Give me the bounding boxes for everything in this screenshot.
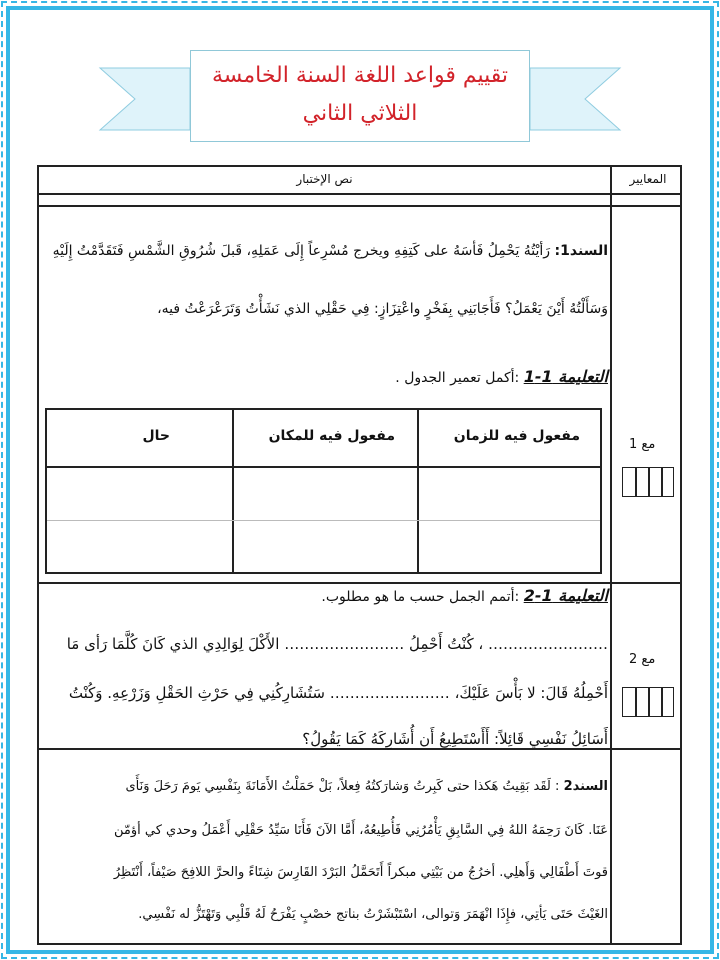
criterion-1-grade-box[interactable] [622, 467, 674, 497]
section-divider [39, 582, 680, 584]
passage2-line2: عَنَا. كَانَ رَحِمَهُ اللهُ فِي السَّابِقِ يَأْمُرُنِي فَأُطِيعُهُ، أَمَّا الآنَ فَأَنَا سَيِّدُ حَقْلِي أَعْمَلُ وحدي كي أؤمّن [114, 823, 608, 838]
instruction2 [38, 585, 608, 608]
col-state: حال [142, 428, 170, 444]
instruction2-text: :أتمم الجمل حسب ما هو مطلوب. [321, 589, 520, 605]
title-ribbon [80, 40, 640, 150]
header-divider-2 [39, 205, 680, 207]
instruction2-label: التعليمة 1-2 [523, 586, 608, 605]
blank-1[interactable]: …………………… [488, 635, 608, 653]
blank-2[interactable]: …………………… [284, 635, 405, 653]
instruction1 [38, 366, 608, 389]
instruction1-label: التعليمة 1-1 [523, 367, 608, 386]
completion-text-2a: أَحْمِلُهُ قَالَ: لا بَأْسَ عَلَيْكَ، [454, 684, 608, 702]
passage1-line1 [38, 240, 608, 262]
completion-text-1a: ، كُنْتُ أَحْمِلُ [408, 635, 484, 653]
completion-line3: أَسَائِلُ نَفْسِي قَائِلاً: أَأَسْتَطِيعُ أَن أُشَارِكَهُ كَمَا يَقُولُ؟ [302, 730, 608, 748]
passage2-line4: الغَيْثَ حَتَى يَأتِي، فإِذَا انْهَمَرَ وَتوالى، اسْتَبْشَرْتُ بناتج خصْبٍ يَفْرَحُ لَهُ قَلْبِي وَتَهْتَزُّ له نَفْسِي. [138, 907, 608, 922]
cell-state-answer[interactable] [49, 468, 230, 572]
page-title: تقييم قواعد اللغة السنة الخامسة [211, 63, 509, 88]
page-subtitle: الثلاثي الثاني [302, 101, 418, 126]
column-divider [610, 167, 612, 943]
criterion-1-label: مع 1 [629, 437, 656, 452]
criterion-2-grade-box[interactable] [622, 687, 674, 717]
col-time: مفعول فيه للزمان [453, 428, 580, 444]
passage2-line1 [38, 776, 608, 798]
criterion-2-label: مع 2 [629, 652, 656, 667]
blank-3[interactable]: …………………… [329, 684, 450, 702]
cell-place-answer[interactable] [234, 468, 415, 572]
test-text-header: نص الإختبار [296, 172, 353, 186]
completion-text-2b: سَتُشَارِكُنِي فِي حَرْثِ الحَقْلِ وَزَرْعِهِ. وَكُنْتُ [68, 684, 326, 702]
title-box [190, 50, 530, 142]
passage2-label: السند2 [563, 779, 608, 794]
passage2-line3: قوتَ أَطْفَالِي وَأَهلِي. أخرُجُ من بَيْتِي مبكراً أَتَحَمَّلُ البَرْدَ القَارِسَ شِتَاءً والحرَّ اللافِحَ صَيْفاً، أَنْتَظِرُ [113, 865, 608, 880]
criteria-header: المعايير [629, 172, 667, 186]
cell-time-answer[interactable] [419, 468, 599, 572]
completion-line2 [38, 682, 608, 704]
instruction1-text: :أكمل تعمير الجدول . [395, 370, 520, 386]
passage2-text-1: : لَقَد بَقِيتُ هَكذا حتى كَبِرتُ وَشارَكتُهُ فِعلاً، بَلْ حَمَلْتُ الأَمَانَةَ بِنَفْسِي يَومَ رَحَلَ وَنَأَى [125, 779, 560, 794]
passage1-text-1: رَأيْتُهُ يَحْمِلُ فَأسَهُ على كَتِفِهِ ويخرج مُسْرِعاً إِلَى عَمَلِهِ، قَبلَ شُرُوقِ الشَّمْسِ فَتَقَدَّمْتُ إِلَيْهِ [52, 243, 551, 259]
fill-table [45, 408, 602, 574]
passage1-line2: وَسَأَلْتُهُ أَيْنَ يَعْمَلُ؟ فَأَجَابَنِي بِفَخْرٍ واعْتِزَازٍ: فِي حَقْلِي الذي نَشَأْتُ وَتَرَعْرَعْتُ فيه، [157, 301, 608, 317]
completion-line1 [38, 633, 608, 655]
col-place: مفعول فيه للمكان [268, 428, 395, 444]
header-divider [39, 193, 680, 195]
completion-text-1b: الأَكْلَ لِوَالِدِي الذي كَانَ كُلَّمَا رَأى مَا [66, 635, 280, 653]
passage1-label: السند1: [554, 243, 608, 259]
